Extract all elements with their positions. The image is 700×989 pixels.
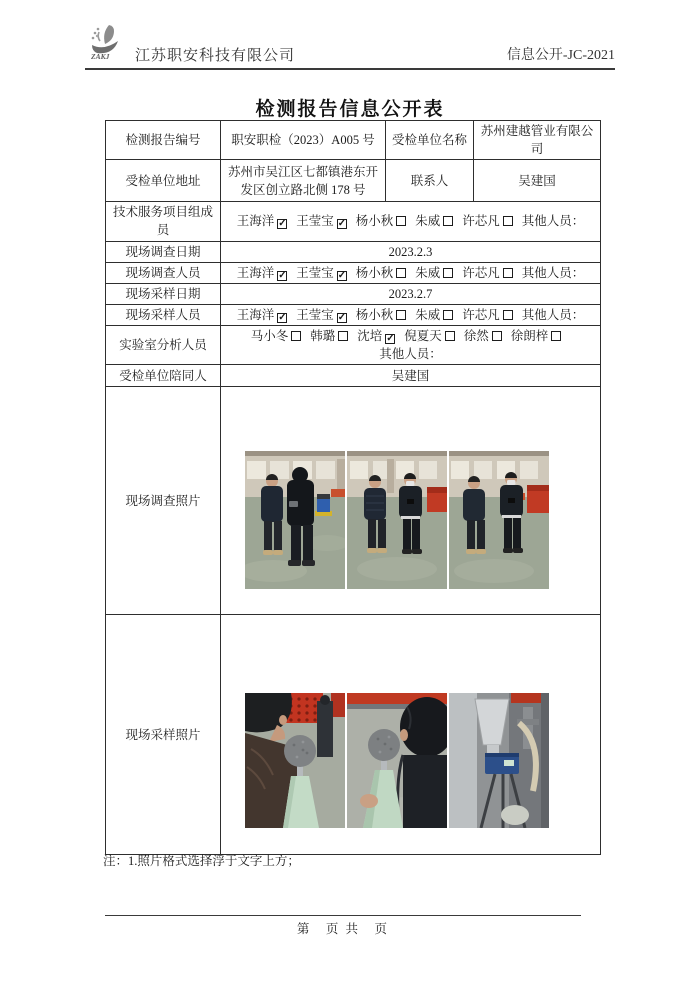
other-personnel-label: 其他人员： xyxy=(521,307,585,322)
checkbox-unchecked-icon xyxy=(492,331,502,341)
checkbox-unchecked-icon xyxy=(503,216,513,226)
member-name: 韩璐 xyxy=(310,329,336,343)
unit-address-value: 苏州市吴江区七都镇港东开发区创立路北侧 178 号 xyxy=(221,160,386,202)
team-member xyxy=(462,214,513,228)
team-member xyxy=(237,214,288,228)
report-no-value: 职安职检（2023）A005 号 xyxy=(221,121,386,160)
row-escort xyxy=(106,365,601,387)
member-name: 徐朗梓 xyxy=(510,329,549,343)
lab-team-label: 实验室分析人员 xyxy=(106,326,221,365)
survey-team-label: 现场调查人员 xyxy=(106,262,221,283)
row-sampling-date xyxy=(106,283,601,304)
other-personnel-label: 其他人员： xyxy=(521,214,585,229)
checkbox-unchecked-icon xyxy=(443,268,453,278)
sampling-photo-3 xyxy=(449,693,549,828)
survey-photo-1 xyxy=(245,451,345,589)
member-name: 杨小秋 xyxy=(355,307,394,322)
page-title: 检测报告信息公开表 xyxy=(255,99,445,120)
member-name: 王海洋 xyxy=(236,214,275,229)
team-member xyxy=(296,308,347,322)
team-member xyxy=(357,329,395,343)
row-survey-photos xyxy=(106,387,601,615)
survey-photo-2 xyxy=(347,451,447,589)
team-member xyxy=(356,266,407,280)
checkbox-unchecked-icon xyxy=(338,331,348,341)
checkbox-checked-icon: ✓ xyxy=(386,333,395,344)
checkbox-unchecked-icon xyxy=(396,216,406,226)
survey-photo-3 xyxy=(449,451,549,589)
escort-label: 受检单位陪同人 xyxy=(106,365,221,387)
checkbox-checked-icon: ✓ xyxy=(278,311,287,323)
member-name: 许芯凡 xyxy=(462,307,500,322)
checkbox-unchecked-icon xyxy=(396,310,406,320)
row-report-no xyxy=(106,121,601,160)
team-member xyxy=(464,329,502,343)
checkbox-unchecked-icon xyxy=(445,331,455,341)
unit-name-value: 苏州建越管业有限公司 xyxy=(474,121,601,160)
sampling-photos-cell xyxy=(221,615,601,855)
checkbox-checked-icon: ✓ xyxy=(278,218,287,230)
company-logo-icon xyxy=(85,24,131,65)
team-member xyxy=(237,266,288,280)
sampling-photos-label: 现场采样照片 xyxy=(106,615,221,855)
member-name: 朱威 xyxy=(415,214,441,229)
member-name: 许芯凡 xyxy=(462,265,500,280)
sampling-photo-1 xyxy=(245,693,345,828)
team-member xyxy=(415,266,453,280)
row-tech-team xyxy=(106,202,601,241)
member-name: 许芯凡 xyxy=(462,214,500,229)
member-name: 朱威 xyxy=(415,307,441,322)
team-member xyxy=(296,214,347,228)
escort-value: 吴建国 xyxy=(221,365,601,387)
other-personnel-label: 其他人员： xyxy=(379,347,442,362)
note-text: 注：1.照片格式选择浮于文字上方； xyxy=(103,854,300,868)
sampling-team-label: 现场采样人员 xyxy=(106,304,221,325)
report-no-label: 检测报告编号 xyxy=(106,121,221,160)
member-name: 王莹宝 xyxy=(296,307,334,322)
doc-code: 信息公开-JC-2021 xyxy=(506,48,615,63)
team-member xyxy=(296,266,347,280)
team-member xyxy=(511,329,562,343)
footer-divider xyxy=(105,915,581,916)
tech-team-members xyxy=(221,202,601,241)
unit-address-label: 受检单位地址 xyxy=(106,160,221,202)
row-lab-team xyxy=(106,326,601,365)
sampling-team-members xyxy=(221,304,601,325)
member-name: 杨小秋 xyxy=(355,214,394,229)
report-table xyxy=(105,120,601,855)
other-personnel-label: 其他人员： xyxy=(521,265,585,280)
sampling-date-value: 2023.2.7 xyxy=(221,283,601,304)
sampling-photo-2 xyxy=(347,693,447,828)
member-name: 王莹宝 xyxy=(296,214,334,229)
svg-text:ZAKJ: ZAKJ xyxy=(91,52,110,60)
survey-team-members xyxy=(221,262,601,283)
row-survey-team xyxy=(106,262,601,283)
lab-team-members xyxy=(221,326,601,365)
survey-date-label: 现场调查日期 xyxy=(106,241,221,262)
team-member xyxy=(415,308,453,322)
checkbox-unchecked-icon xyxy=(291,331,301,341)
team-member xyxy=(462,308,513,322)
checkbox-checked-icon: ✓ xyxy=(278,269,287,281)
checkbox-unchecked-icon xyxy=(396,268,406,278)
checkbox-checked-icon: ✓ xyxy=(337,311,347,323)
row-sampling-team xyxy=(106,304,601,325)
member-name: 王海洋 xyxy=(236,265,275,280)
team-member xyxy=(310,329,348,343)
unit-name-label: 受检单位名称 xyxy=(386,121,474,160)
page-header xyxy=(85,28,615,70)
survey-date-value: 2023.2.3 xyxy=(221,241,601,262)
team-member xyxy=(356,214,407,228)
survey-photos-cell xyxy=(221,387,601,615)
member-name: 徐然 xyxy=(463,329,489,343)
checkbox-unchecked-icon xyxy=(443,310,453,320)
contact-label: 联系人 xyxy=(386,160,474,202)
row-sampling-photos xyxy=(106,615,601,855)
member-name: 倪夏天 xyxy=(404,329,442,343)
checkbox-unchecked-icon xyxy=(503,310,513,320)
row-survey-date xyxy=(106,241,601,262)
checkbox-checked-icon: ✓ xyxy=(337,218,347,230)
checkbox-unchecked-icon xyxy=(503,268,513,278)
team-member xyxy=(237,308,288,322)
team-member xyxy=(356,308,407,322)
member-name: 朱威 xyxy=(415,265,441,280)
member-name: 沈培 xyxy=(357,329,383,343)
company-name: 江苏职安科技有限公司 xyxy=(135,48,296,64)
row-unit-address xyxy=(106,160,601,202)
member-name: 王莹宝 xyxy=(296,265,334,280)
team-member xyxy=(404,329,455,343)
checkbox-checked-icon: ✓ xyxy=(337,269,347,281)
survey-photos-label: 现场调查照片 xyxy=(106,387,221,615)
team-member xyxy=(462,266,513,280)
member-name: 马小冬 xyxy=(250,329,289,343)
team-member xyxy=(251,329,302,343)
contact-value: 吴建国 xyxy=(474,160,601,202)
checkbox-unchecked-icon xyxy=(443,216,453,226)
tech-team-label: 技术服务项目组成员 xyxy=(106,202,221,241)
sampling-date-label: 现场采样日期 xyxy=(106,283,221,304)
page-number: 第 页 共 页 xyxy=(296,922,390,936)
checkbox-unchecked-icon xyxy=(551,331,561,341)
member-name: 王海洋 xyxy=(236,307,275,322)
team-member xyxy=(415,214,453,228)
member-name: 杨小秋 xyxy=(355,265,394,280)
